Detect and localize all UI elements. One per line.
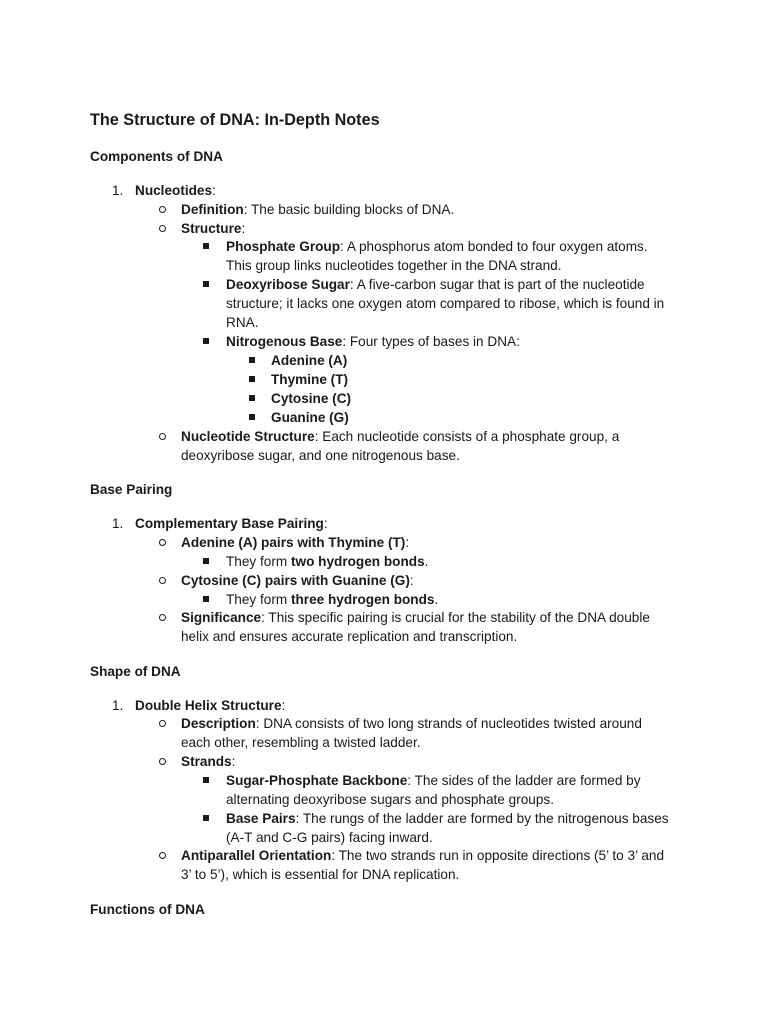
item-label: Cytosine (C) pairs with Guanine (G) — [181, 573, 410, 588]
list-item — [135, 514, 328, 533]
item-text: : The basic building blocks of DNA. — [243, 202, 455, 217]
list-item — [181, 571, 414, 590]
square-bullet-icon — [203, 558, 209, 564]
list-item — [135, 181, 216, 200]
list-item — [226, 771, 641, 790]
list-item — [271, 408, 349, 427]
hollow-bullet-icon — [159, 206, 166, 213]
list-item — [226, 237, 648, 256]
list-item — [226, 590, 438, 609]
item-text: : This specific pairing is crucial for the stability of the DNA double — [261, 610, 650, 625]
list-item — [226, 552, 428, 571]
hollow-bullet-icon — [159, 614, 166, 621]
item-prefix: They form — [226, 592, 291, 607]
item-label: Structure — [181, 221, 242, 236]
list-number: 1. — [112, 698, 124, 713]
item-text: : — [231, 754, 236, 769]
hollow-bullet-icon — [159, 539, 166, 546]
list-item — [226, 809, 669, 828]
item-label: Adenine (A) pairs with Thymine (T) — [181, 535, 406, 550]
list-item — [226, 275, 645, 294]
item-text: : The two strands run in opposite directions (5’ to 3’ and — [331, 848, 665, 863]
item-text: : The sides of the ladder are formed by — [407, 773, 641, 788]
square-bullet-icon — [203, 243, 209, 249]
item-text: : The rungs of the ladder are formed by the nitrogenous bases — [295, 811, 669, 826]
item-text: . — [434, 592, 439, 607]
page-title: The Structure of DNA: In-Depth Notes — [90, 111, 380, 129]
item-text: : — [241, 221, 246, 236]
list-item — [271, 351, 347, 370]
item-continuation: helix and ensures accurate replication and transcription. — [181, 629, 518, 644]
square-bullet-icon — [203, 338, 209, 344]
item-label: Cytosine (C) — [271, 391, 352, 406]
item-label: Definition — [181, 202, 244, 217]
list-item — [181, 714, 642, 733]
item-label: Base Pairs — [226, 811, 296, 826]
square-bullet-icon — [249, 376, 255, 382]
hollow-bullet-icon — [159, 852, 166, 859]
list-item — [181, 200, 454, 219]
item-label: Nucleotides — [135, 183, 213, 198]
item-continuation: structure; it lacks one oxygen atom compared to ribose, which is found in — [226, 296, 665, 311]
square-bullet-icon — [203, 815, 209, 821]
square-bullet-icon — [203, 777, 209, 783]
hollow-bullet-icon — [159, 225, 166, 232]
list-item — [226, 332, 520, 351]
item-label: Double Helix Structure — [135, 698, 282, 713]
item-text: : — [212, 183, 216, 198]
item-label: Sugar-Phosphate Backbone — [226, 773, 408, 788]
item-prefix: They form — [226, 554, 291, 569]
item-continuation: This group links nucleotides together in the DNA strand. — [226, 258, 562, 273]
list-number: 1. — [112, 516, 124, 531]
section-heading: Shape of DNA — [90, 664, 181, 679]
square-bullet-icon — [203, 596, 209, 602]
item-label: Significance — [181, 610, 262, 625]
item-label: Deoxyribose Sugar — [226, 277, 350, 292]
item-text: : Each nucleotide consists of a phosphate group, a — [314, 429, 620, 444]
list-item — [135, 696, 285, 715]
section-heading: Base Pairing — [90, 482, 173, 497]
item-text: : — [409, 573, 414, 588]
hollow-bullet-icon — [159, 433, 166, 440]
list-item — [271, 389, 351, 408]
item-label: two hydrogen bonds — [290, 554, 425, 569]
item-label: three hydrogen bonds — [290, 592, 435, 607]
list-item — [181, 427, 619, 446]
item-label: Strands — [181, 754, 232, 769]
list-number: 1. — [112, 183, 124, 198]
item-label: Nucleotide Structure — [181, 429, 315, 444]
item-text: : DNA consists of two long strands of nucleotides twisted around — [255, 716, 642, 731]
item-continuation: each other, resembling a twisted ladder. — [181, 735, 421, 750]
hollow-bullet-icon — [159, 758, 166, 765]
square-bullet-icon — [203, 281, 209, 287]
item-continuation: (A-T and C-G pairs) facing inward. — [226, 830, 433, 845]
item-continuation: alternating deoxyribose sugars and phosphate groups. — [226, 792, 554, 807]
item-continuation: 3’ to 5’), which is essential for DNA replication. — [181, 867, 460, 882]
item-continuation: deoxyribose sugar, and one nitrogenous base. — [181, 448, 460, 463]
hollow-bullet-icon — [159, 577, 166, 584]
item-label: Phosphate Group — [226, 239, 341, 254]
item-text: : — [405, 535, 410, 550]
item-label: Complementary Base Pairing — [135, 516, 324, 531]
hollow-bullet-icon — [159, 720, 166, 727]
item-label: Description — [181, 716, 256, 731]
square-bullet-icon — [249, 414, 255, 420]
item-text: . — [424, 554, 429, 569]
square-bullet-icon — [249, 357, 255, 363]
item-text: : Four types of bases in DNA: — [342, 334, 520, 349]
item-label: Guanine (G) — [271, 410, 349, 425]
item-text: : A phosphorus atom bonded to four oxygen atoms. — [340, 239, 648, 254]
section-heading: Functions of DNA — [90, 902, 205, 917]
list-item — [181, 752, 235, 771]
section-heading: Components of DNA — [90, 149, 223, 164]
item-label: Adenine (A) — [271, 353, 348, 368]
list-item — [181, 219, 245, 238]
item-text: : — [281, 698, 286, 713]
item-text: : — [323, 516, 328, 531]
list-item — [181, 533, 409, 552]
item-label: Nitrogenous Base — [226, 334, 343, 349]
item-continuation: RNA. — [226, 315, 259, 330]
list-item — [181, 846, 664, 865]
square-bullet-icon — [249, 395, 255, 401]
list-item — [271, 370, 348, 389]
item-text: : A five-carbon sugar that is part of the nucleotide — [349, 277, 645, 292]
list-item — [181, 608, 650, 627]
item-label: Antiparallel Orientation — [181, 848, 332, 863]
item-label: Thymine (T) — [271, 372, 349, 387]
